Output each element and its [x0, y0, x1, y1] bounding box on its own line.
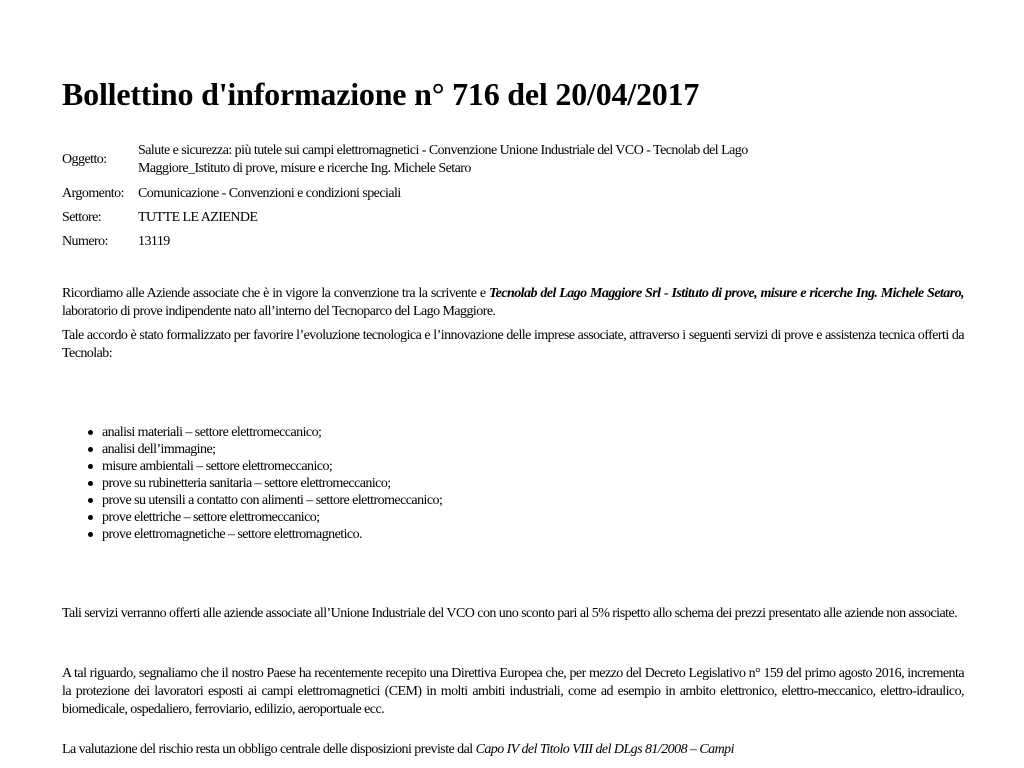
argomento-value: Comunicazione - Convenzioni e condizioni speciali — [138, 186, 401, 201]
service-label: misure ambientali – settore elettromeccanico; — [102, 459, 333, 474]
paragraph-convention-intro: Ricordiamo alle Aziende associate che è in vigore la convenzione tra la scrivente e — [62, 286, 489, 301]
oggetto-label: Oggetto: — [62, 152, 107, 167]
meta-row-numero — [62, 230, 964, 254]
oggetto-value-line2: Maggiore_Istituto di prove, misure e ricerche Ing. Michele Setaro — [138, 161, 471, 176]
paragraph-risk-assessment — [62, 741, 964, 759]
settore-value: TUTTE LE AZIENDE — [138, 210, 258, 225]
meta-row-argomento — [62, 182, 964, 206]
meta-row-oggetto — [62, 138, 964, 182]
service-label: prove su utensili a contatto con alimenti – settore elettromeccanico; — [102, 493, 443, 508]
bullet-icon — [88, 430, 93, 435]
settore-label: Settore: — [62, 210, 102, 225]
list-item — [102, 475, 442, 492]
oggetto-value-line1: Salute e sicurezza: più tutele sui campi elettromagnetici - Convenzione Unione Industriale del VCO - Tecnolab del Lago — [138, 143, 748, 158]
paragraph-convention-outro: laboratorio di prove indipendente nato all’interno del Tecnoparco del Lago Maggiore. — [62, 304, 496, 319]
tecnolab-name: Tecnolab del Lago Maggiore Srl - Istituto di prove, misure e ricerche Ing. Michele Setaro, — [488, 286, 964, 301]
service-label: prove elettriche – settore elettromeccanico; — [102, 510, 320, 525]
bullet-icon — [88, 498, 93, 503]
list-item — [102, 424, 442, 441]
argomento-label: Argomento: — [62, 186, 124, 201]
list-item — [102, 441, 442, 458]
service-label: analisi materiali – settore elettromeccanico; — [102, 425, 322, 440]
paragraph-discount: Tali servizi verranno offerti alle aziende associate all’Unione Industriale del VCO con uno sconto pari al 5% rispetto allo schema dei prezzi presentato alle aziende non associate. — [62, 606, 958, 621]
numero-label: Numero: — [62, 234, 108, 249]
bulletin-metadata — [62, 138, 964, 254]
service-label: prove su rubinetteria sanitaria – settore elettromeccanico; — [102, 476, 391, 491]
service-label: analisi dell’immagine; — [102, 442, 216, 457]
list-item — [102, 458, 442, 475]
list-item — [102, 492, 442, 509]
paragraph-convention — [62, 285, 964, 321]
list-item — [102, 509, 442, 526]
law-reference: Capo IV del Titolo VIII del DLgs 81/2008 – Campi — [475, 742, 734, 757]
bullet-icon — [88, 532, 93, 537]
bullet-icon — [88, 464, 93, 469]
bullet-icon — [88, 515, 93, 520]
paragraph-agreement: Tale accordo è stato formalizzato per favorire l’evoluzione tecnologica e l’innovazione delle imprese associate, attraverso i seguenti servizi di prove e assistenza tecnica offerti da Tecnolab: — [62, 328, 964, 361]
numero-value: 13119 — [138, 234, 170, 249]
meta-row-settore — [62, 206, 964, 230]
page-title: Bollettino d'informazione n° 716 del 20/04/2017 — [62, 76, 700, 112]
paragraph-risk-intro: La valutazione del rischio resta un obbligo centrale delle disposizioni previste dal — [62, 742, 476, 757]
oggetto-value — [138, 142, 964, 178]
bullet-icon — [88, 447, 93, 452]
list-item — [102, 526, 442, 543]
services-list — [62, 424, 442, 543]
paragraph-directive: A tal riguardo, segnaliamo che il nostro Paese ha recentemente recepito una Direttiva Europea che, per mezzo del Decreto Legislativo n° 159 del primo agosto 2016, incrementa la protezione dei lavoratori esposti ai campi elettromagnetici (CEM) in molti ambiti industriali, come ad esempio in ambito elettronico, elettro-meccanico, elettro-idraulico, biomedicale, ospedaliero, ferroviario, edilizio, aeroportuale ecc. — [62, 666, 964, 717]
service-label: prove elettromagnetiche – settore elettromagnetico. — [102, 527, 362, 542]
bullet-icon — [88, 481, 93, 486]
